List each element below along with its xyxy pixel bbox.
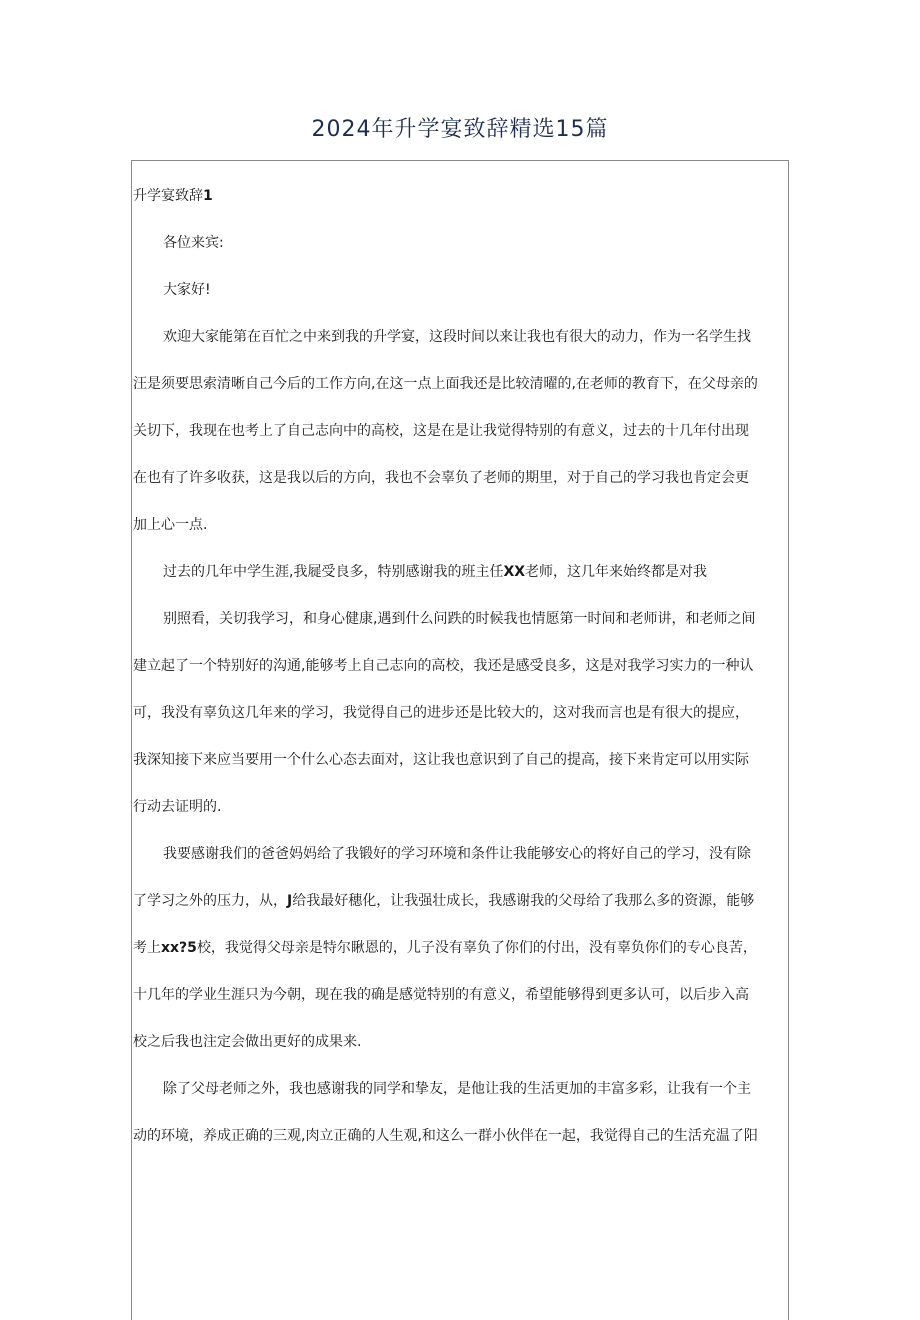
section-heading bbox=[133, 178, 789, 215]
paragraph-3-line bbox=[133, 883, 789, 919]
paragraph-3-line: 我要感谢我们的爸爸妈妈给了我锻好的学习环境和条件让我能够安心的将好自己的学习，没有除 bbox=[163, 846, 751, 862]
paragraph-2-line: 建立起了一个特别好的沟通,能够考上自己志向的高校，我还是感受良多，这是对我学习实力的一种认 bbox=[133, 658, 754, 674]
paragraph-2-first-line bbox=[133, 554, 789, 590]
document-body bbox=[133, 178, 789, 1165]
paragraph-3-text-a: 了学习之外的压力，从， bbox=[133, 893, 287, 909]
paragraph-3-line: 校之后我也注定会做出更好的成果来. bbox=[133, 1034, 362, 1050]
paragraph-3-text-d: 校，我觉得父母亲是特尔瞅恩的，儿子没有辜负了你们的付出，没有辜负你们的专心良苦， bbox=[196, 940, 757, 956]
paragraph-1-line: 在也有了许多收获，这是我以后的方向，我也不会辜负了老师的期里，对于自己的学习我也肯定会更 bbox=[133, 470, 749, 486]
salutation: 各位来宾: bbox=[163, 235, 224, 251]
document-title: 2024年升学宴致辞精选15篇 bbox=[311, 117, 609, 142]
greeting: 大家好! bbox=[163, 282, 211, 298]
paragraph-1-line: 欢迎大家能第在百忙之中来到我的升学宴，这段时间以来让我也有很大的动力，作为一名学生找 bbox=[163, 329, 751, 345]
teacher-name-placeholder: XX bbox=[503, 564, 526, 580]
paragraph-1-line: 关切下，我现在也考上了自己志向中的高校，这是在是让我觉得特别的有意义，过去的十几年付出现 bbox=[133, 423, 749, 439]
paragraph-2-line: 我深知接下来应当要用一个什么心态去面对，这让我也意识到了自己的提高，接下来肯定可以用实际 bbox=[133, 752, 749, 768]
section-heading-text: 升学宴致辞 bbox=[133, 188, 203, 204]
school-name-placeholder: xx?5 bbox=[161, 940, 197, 956]
paragraph-2-text-a: 过去的几年中学生涯,我屣受良多，特别感谢我的班主任 bbox=[163, 564, 504, 580]
paragraph-3-line: 十几年的学业生涯只为今朝，现在我的确是感觉特别的有意义，希望能够得到更多认可，以后步入高 bbox=[133, 987, 749, 1003]
paragraph-2-text-b: 老师，这几年来始终都是对我 bbox=[525, 564, 708, 580]
paragraph-1-line: 汪是须要思索清晰自己今后的工作方向,在这一点上面我还是比较清曜的,在老师的教育下，在父母亲的 bbox=[133, 376, 758, 392]
paragraph-2-line: 可，我没有辜负这几年来的学习，我觉得自己的进步还是比较大的，这对我而言也是有很大的提应， bbox=[133, 705, 749, 721]
paragraph-3-text-b: 给我最好穗化，让我强壮成长，我感谢我的父母给了我那么多的资源，能够 bbox=[292, 893, 755, 909]
paragraph-4-line: 除了父母老师之外，我也感谢我的同学和挚友，是他让我的生活更加的丰富多彩，让我有一个主 bbox=[163, 1081, 751, 1097]
paragraph-3-bold: J bbox=[287, 893, 293, 909]
paragraph-4-line: 动的环境，养成正确的三观,肉立正确的人生观,和这么一群小伙伴在一起，我觉得自己的生活充温了阳 bbox=[133, 1128, 758, 1144]
section-heading-number: 1 bbox=[203, 188, 213, 204]
paragraph-3-text-c: 考上 bbox=[133, 940, 161, 956]
paragraph-2-line: 别照看，关切我学习，和身心健康,遇到什么问跌的时候我也情愿第一时间和老师讲，和老师之间 bbox=[163, 611, 756, 627]
paragraph-3-line bbox=[133, 930, 789, 966]
paragraph-2-line: 行动去证明的. bbox=[133, 799, 222, 815]
paragraph-1-line: 加上心一点. bbox=[133, 517, 208, 533]
